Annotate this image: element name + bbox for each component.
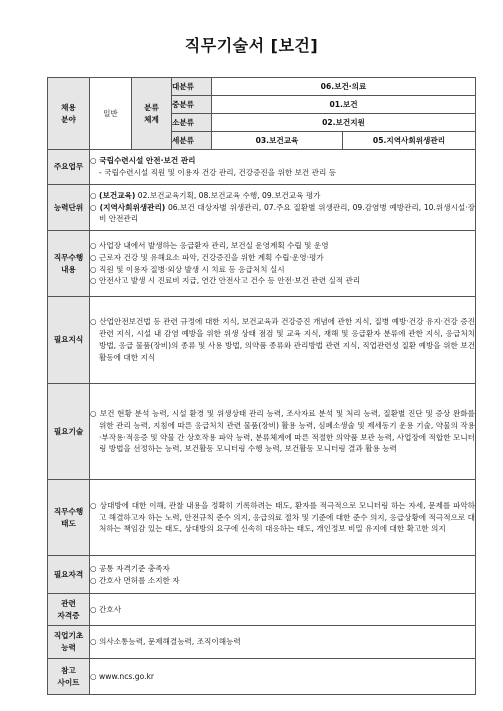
skill-text: ○ 보건 현황 분석 능력, 시설 환경 및 위생상태 관리 능력, 조사자료 분석 및 처리 능력, 질환별 진단 및 증상 완화를 위한 관리 능력, 지침에 따른 응급처치 관련 물품(장비) 활용 능력, 심폐소생술 및 제세동기 운용 기술, 약물의 작용·부작용·적응증 및 약물 간 상호작용 파악 능력, 분류체계에 따른 적절한 의약품 보관 능력, 사업장에 적합한 모니터링 방법을 선정하는 능력, 보건활동 모니터링 수행 능력, 보건활동 모니터링 결과 활용 능력 xyxy=(90,408,475,454)
duty-content-label: 직무수행 내용 xyxy=(48,231,90,297)
duty-content-list xyxy=(90,231,476,297)
duty-content-item: ○ 안전사고 발생 시 진료비 지급, 연간 안전사고 건수 등 안전·보건 관련 실적 관리 xyxy=(90,276,361,286)
ability-unit-item-bold: (보건교육) xyxy=(99,190,136,200)
ability-unit-content xyxy=(90,185,476,231)
reference-link[interactable]: ○ www.ncs.go.kr xyxy=(90,659,476,695)
class-system-label: 분류 체계 xyxy=(132,78,172,150)
minor-value: 02.보건지원 xyxy=(212,114,476,132)
ability-unit-item: ○ (지역사회위생관리) 06.보건 대상자별 위생관리, 07.주요 질환별 위생관리, 09.감염병 예방관리, 10.위생시설·장비 안전관리 xyxy=(90,202,475,224)
minor-label: 소분류 xyxy=(172,114,212,132)
ability-unit-label: 능력단위 xyxy=(48,185,90,231)
qualification-item: ○ 간호사 면허를 소지한 자 xyxy=(90,575,180,585)
related-cert-text: ○ 간호사 xyxy=(90,594,476,626)
ability-unit-item-text: 06.보건 대상자별 위생관리, 07.주요 질환별 위생관리, 09.감염병 예방관리, 10.위생시설·장비 안전관리 xyxy=(99,202,475,224)
document-title: 직무기술서 [보건] xyxy=(184,36,319,55)
ability-unit-item-bold: (지역사회위생관리) xyxy=(99,202,166,212)
skill-content xyxy=(90,384,476,480)
knowledge-content xyxy=(90,297,476,384)
sub-value-1: 03.보건교육 xyxy=(212,132,343,150)
middle-label: 중분류 xyxy=(172,96,212,114)
major-value: 06.보건·의료 xyxy=(212,78,476,96)
knowledge-label: 필요지식 xyxy=(48,297,90,384)
basic-ability-label: 직업기초 능력 xyxy=(48,626,90,659)
job-description-table xyxy=(47,77,476,695)
field-general: 일반 xyxy=(90,78,132,150)
sub-value-2: 05.지역사회위생관리 xyxy=(343,132,476,150)
main-work-head: ○ 국립수련시설 안전·보건 관리 xyxy=(90,156,196,166)
duty-content-item: ○ 사업장 내에서 발생하는 응급환자 관리, 보건실 운영계획 수립 및 운영 xyxy=(90,240,329,250)
sub-label: 세분류 xyxy=(172,132,212,150)
field-label: 채용 분야 xyxy=(48,78,90,150)
main-work-detail: - 국립수련시설 직원 및 이용자 건강 관리, 건강증진을 위한 보건 관리 등 xyxy=(99,168,337,177)
attitude-label: 직무수행 태도 xyxy=(48,480,90,556)
duty-content-item: ○ 직원 및 이용자 질병·외상 발생 시 치료 등 응급처치 실시 xyxy=(90,264,285,274)
qualification-content xyxy=(90,556,476,594)
attitude-text: ○ 상대방에 대한 이해, 관찰 내용을 정확히 기록하려는 태도, 환자를 적극적으로 모니터링 하는 자세, 문제를 파악하고 해결하고자 하는 노력, 안전규칙 준수 의지, 응급의료 절차 및 기준에 대한 준수 의지, 응급상황에 적극적으로 대처하는 책임감 있는 태도, 상대방의 요구에 신속히 대응하는 태도, 개인정보 비밀 유지에 대한 확고한 의지 xyxy=(90,500,475,534)
main-work-label: 주요업무 xyxy=(48,150,90,185)
basic-ability-text: ○ 의사소통능력, 문제해결능력, 조직이해능력 xyxy=(90,626,476,659)
qualification-item: ○ 공통 자격기준 충족자 xyxy=(90,563,170,573)
related-cert-label: 관련 자격증 xyxy=(48,594,90,626)
skill-label: 필요기술 xyxy=(48,384,90,480)
major-label: 대분류 xyxy=(172,78,212,96)
knowledge-text: ○ 산업안전보건법 등 관련 규정에 대한 지식, 보건교육과 건강증진 개념에 관한 지식, 질병 예방·건강 유지·건강 증진 관련 지식, 시설 내 감염 예방을 위한 위생 상태 점검 및 교육 지식, 재해 및 응급환자 분류에 관한 지식, 응급처치 방법, 응급 물품(장비)의 종류 및 사용 방법, 의약품 종류와 관리방법 관련 지식, 직업관련성 질환 예방을 위한 보건활동에 대한 지식 xyxy=(90,317,475,362)
ability-unit-item: ○ (보건교육) 02.보건교육기획, 08.보건교육 수행, 09.보건교육 평가 xyxy=(90,190,321,200)
middle-value: 01.보건 xyxy=(212,96,476,114)
reference-label: 참고 사이트 xyxy=(48,659,90,695)
attitude-content xyxy=(90,480,476,556)
qualification-label: 필요자격 xyxy=(48,556,90,594)
main-work-content xyxy=(90,150,476,185)
duty-content-item: ○ 근로자 건강 및 유해요소 파악, 건강증진을 위한 계획 수립·운영·평가 xyxy=(90,252,324,262)
ability-unit-item-text: 02.보건교육기획, 08.보건교육 수행, 09.보건교육 평가 xyxy=(135,190,321,200)
